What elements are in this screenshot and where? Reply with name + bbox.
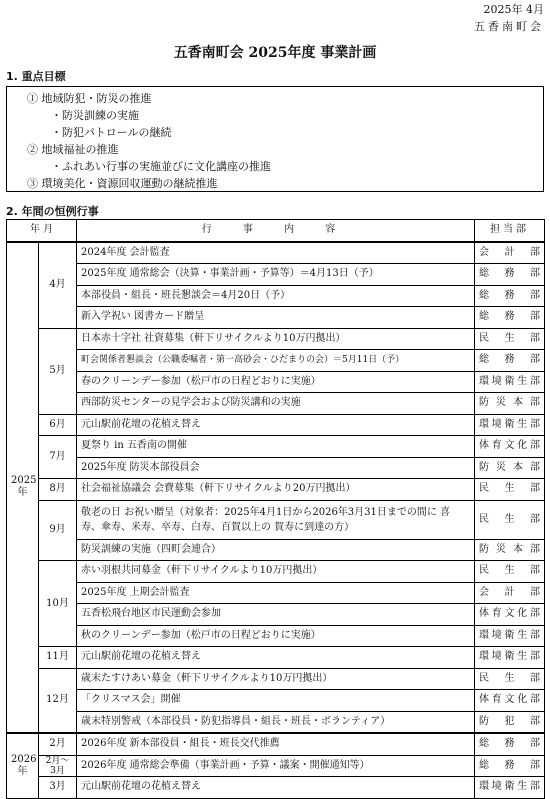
event-cell: 歳末たすけあい募金（軒下リサイクルより10万円拠出） [77,668,475,690]
month-cell: 12月 [39,668,77,733]
table-row [7,561,545,583]
table-header-row [7,220,545,242]
goal-item: ② 地域福祉の推進 [27,143,119,156]
table-row [7,393,545,415]
table-row [7,264,545,286]
month-cell: 2月 [39,733,77,755]
month-cell: 8月 [39,479,77,501]
dept-cell: 体育文化部 [475,604,545,626]
month-cell: 9月 [39,500,77,561]
table-row [7,539,545,561]
year-cell-2025: 2025年 [7,242,39,734]
event-cell: 町会関係者懇談会（公職委嘱者・第一高砂会・ひだまりの会）＝5月11日（予） [77,350,475,372]
event-cell: 春のクリーンデー参加（松戸市の日程どおりに実施） [77,371,475,393]
event-cell: 夏祭り in 五香南の開催 [77,436,475,458]
event-cell: 元山駅前花壇の花植え替え [77,647,475,669]
event-cell: 元山駅前花壇の花植え替え [77,777,475,799]
header-year-month: 年 月 [7,220,77,242]
table-row [7,500,545,539]
event-cell: 本部役員・組長・班長懇談会＝4月20日（予） [77,285,475,307]
table-row [7,733,545,755]
dept-cell: 環境衛生部 [475,647,545,669]
dept-cell: 防災本部 [475,457,545,479]
event-cell: 日本赤十字社 社資募集（軒下リサイクルより10万円拠出） [77,328,475,350]
dept-cell: 防災本部 [475,539,545,561]
table-row [7,328,545,350]
goal-item: ① 地域防犯・防災の推進 [27,92,152,105]
dept-cell: 民生部 [475,500,545,539]
month-cell: 3月 [39,777,77,799]
dept-cell: 民生部 [475,328,545,350]
event-cell: 2026年度 通常総会準備（事業計画・予算・議案・開催通知等） [77,755,475,777]
event-cell: 2025年度 上期会計監査 [77,582,475,604]
event-cell: 歳末特別警戒（本部役員・防犯指導員・組長・班長・ボランティア） [77,711,475,733]
year-cell-2026: 2026年 [7,733,39,798]
dept-cell: 環境衛生部 [475,777,545,799]
table-row [7,647,545,669]
event-cell: 2025年度 防災本部役員会 [77,457,475,479]
table-row [7,668,545,690]
month-cell: 5月 [39,328,77,414]
dept-cell: 体育文化部 [475,690,545,712]
table-row [7,350,545,372]
organization-name: 五香南町会 [474,20,544,33]
table-row [7,457,545,479]
dept-cell: 総務部 [475,755,545,777]
goal-item: ③ 環境美化・資源回収運動の継続推進 [27,177,218,190]
event-cell: 秋のクリーンデー参加（松戸市の日程どおりに実施） [77,625,475,647]
month-cell: 11月 [39,647,77,669]
table-row [7,285,545,307]
event-cell: 元山駅前花壇の花植え替え [77,414,475,436]
goals-box [6,86,544,192]
dept-cell: 防犯部 [475,711,545,733]
document-title: 五香南町会 2025年度 事業計画 [173,45,377,61]
dept-cell: 総務部 [475,733,545,755]
table-row [7,777,545,799]
event-cell: 五香松飛台地区市民運動会参加 [77,604,475,626]
month-cell: 10月 [39,561,77,647]
table-row [7,414,545,436]
dept-cell: 会計部 [475,242,545,264]
dept-cell: 民生部 [475,668,545,690]
event-cell: 「クリスマス会」開催 [77,690,475,712]
header-events: 行 事 内 容 [77,220,475,242]
table-row [7,604,545,626]
dept-cell: 総務部 [475,264,545,286]
section-heading-goals: 1. 重点目標 [6,70,66,83]
document-date: 2025年 4月 [483,3,544,16]
dept-cell: 総務部 [475,350,545,372]
event-cell: 2025年度 通常総会（決算・事業計画・予算等）＝4月13日（予） [77,264,475,286]
table-row [7,307,545,329]
table-row [7,242,545,264]
event-cell: 新入学祝い 図書カード贈呈 [77,307,475,329]
event-cell: 敬老の日 お祝い贈呈（対象者：2025年4月1日から2026年3月31日までの間に 喜寿、傘寿、米寿、卒寿、白寿、百賀以上の 賀寿に到達の方） [77,500,475,539]
month-cell: 4月 [39,242,77,329]
event-cell: 防災訓練の実施（四町会連合） [77,539,475,561]
event-cell: 西部防災センターの見学会および防災講和の実施 [77,393,475,415]
month-cell: 7月 [39,436,77,479]
event-cell: 社会福祉協議会 会費募集（軒下リサイクルより20万円拠出） [77,479,475,501]
annual-events-table [6,219,545,799]
dept-cell: 民生部 [475,479,545,501]
event-cell: 赤い羽根共同募金（軒下リサイクルより10万円拠出） [77,561,475,583]
dept-cell: 防災本部 [475,393,545,415]
month-cell: 6月 [39,414,77,436]
event-cell: 2024年度 会計監査 [77,242,475,264]
dept-cell: 民生部 [475,561,545,583]
table-row [7,711,545,733]
table-row [7,690,545,712]
goal-subitem: ・防犯パトロールの継続 [51,126,172,139]
month-cell: 2月～3月 [39,755,77,777]
dept-cell: 会計部 [475,582,545,604]
dept-cell: 環境衛生部 [475,371,545,393]
table-row [7,755,545,777]
dept-cell: 環境衛生部 [475,414,545,436]
goal-subitem: ・ふれあい行事の実施並びに文化講座の推進 [51,160,271,173]
table-row [7,582,545,604]
section-heading-annual-events: 2. 年間の恒例行事 [6,205,99,218]
goal-subitem: ・防災訓練の実施 [51,109,139,122]
dept-cell: 環境衛生部 [475,625,545,647]
dept-cell: 総務部 [475,285,545,307]
table-row [7,479,545,501]
dept-cell: 総務部 [475,307,545,329]
header-dept: 担当部 [475,220,545,242]
table-row [7,371,545,393]
table-row [7,625,545,647]
event-cell: 2026年度 新本部役員・組長・班長交代推薦 [77,733,475,755]
table-row [7,436,545,458]
dept-cell: 体育文化部 [475,436,545,458]
